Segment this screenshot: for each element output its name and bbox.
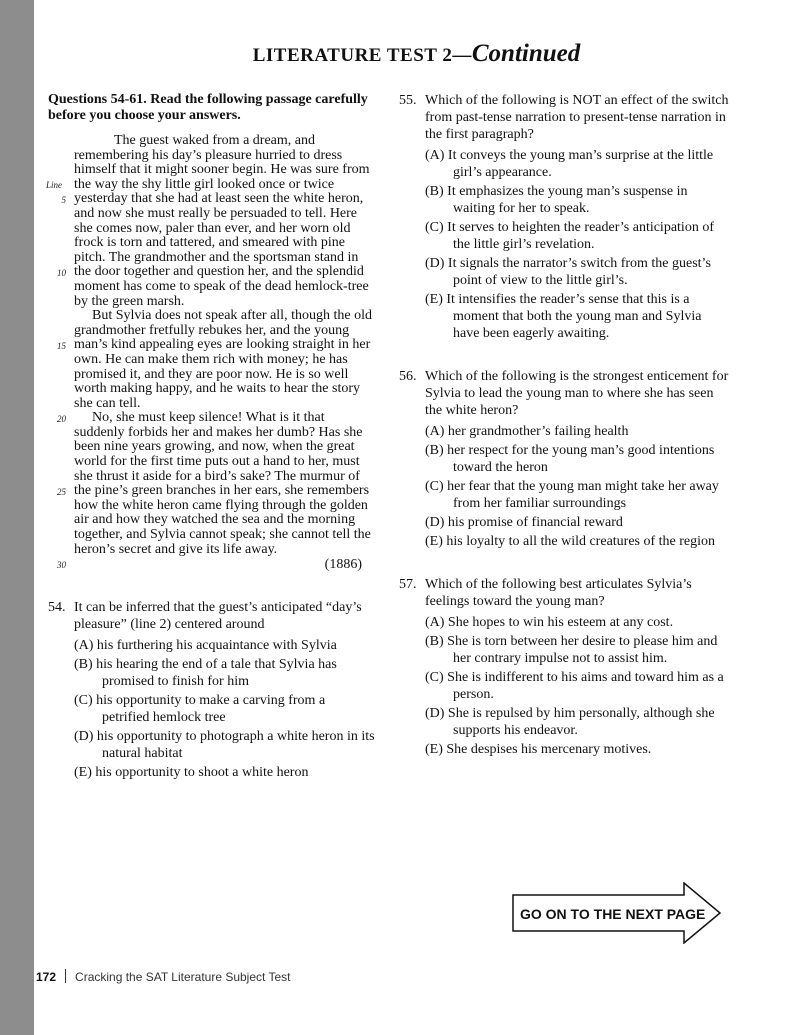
answer-option-b[interactable]: (B) She is torn between her desire to please him and her contrary impulse not to assist him. — [425, 634, 718, 666]
page-footer — [36, 969, 290, 984]
question-number: 57. — [399, 577, 417, 592]
question-stem: It can be inferred that the guest’s anticipated “day’s pleasure” (line 2) centered around — [74, 600, 362, 633]
answer-option-e[interactable]: (E) It intensifies the reader’s sense that this is a moment that both the young man and Sylvia have been eagerly awaiting. — [425, 292, 702, 341]
line-number-20: 20 — [57, 414, 66, 424]
answer-option-b[interactable]: (B) It emphasizes the young man’s suspense in waiting for her to speak. — [425, 184, 688, 216]
answer-option-d[interactable]: (D) She is repulsed by him personally, although she supports his endeavor. — [425, 706, 715, 738]
left-column — [48, 92, 376, 783]
question-57 — [399, 576, 729, 758]
question-number: 55. — [399, 93, 417, 108]
answer-option-b[interactable]: (B) his hearing the end of a tale that Sylvia has promised to finish for him — [74, 657, 337, 690]
answer-option-a[interactable]: (A) her grandmother’s failing health — [425, 424, 629, 439]
passage-paragraph-2: But Sylvia does not speak after all, though the old grandmother fretfully rebukes her, and the young man’s kind appealing eyes are looking straight in her own. He can make them rich with money; he has promised it, and they are poor now. He is so well worth making happy, and he waits to hear the story she can tell. — [74, 308, 372, 411]
question-55 — [399, 92, 729, 342]
passage-year: (1886) — [324, 557, 362, 573]
question-56 — [399, 368, 729, 550]
answer-option-d[interactable]: (D) his opportunity to photograph a white heron in its natural habitat — [74, 729, 375, 762]
line-label: Line — [46, 180, 63, 190]
question-number: 54. — [48, 600, 66, 616]
title-main: LITERATURE TEST 2— — [252, 45, 472, 66]
line-number-30: 30 — [57, 560, 66, 570]
book-title: Cracking the SAT Literature Subject Test — [75, 970, 291, 984]
answer-option-a[interactable]: (A) She hopes to win his esteem at any cost. — [425, 615, 674, 630]
line-number-15: 15 — [57, 341, 66, 351]
footer-divider — [65, 969, 66, 983]
question-number: 56. — [399, 369, 417, 384]
right-column — [399, 92, 729, 760]
passage-paragraph-1: The guest waked from a dream, and remembering his day’s pleasure hurried to dress himself that it might sooner begin. He was sure from the way the shy little girl looked once or twice yesterday that she had at least seen the white heron, and now she must really be persuaded to tell. Here she comes now, paler than ever, and her worn old frock is torn and tattered, and smeared with pine pitch. The grandmother and the sportsman stand in the door together and question her, and the splendid moment has come to speak of the dead hemlock-tree by the green marsh. — [74, 133, 370, 309]
answer-option-b[interactable]: (B) her respect for the young man’s good intentions toward the heron — [425, 443, 715, 475]
answer-option-d[interactable]: (D) his promise of financial reward — [425, 515, 623, 530]
line-number-5: 5 — [61, 195, 66, 205]
answer-option-a[interactable]: (A) his furthering his acquaintance with Sylvia — [74, 638, 337, 654]
answer-option-c[interactable]: (C) his opportunity to make a carving from a petrified hemlock tree — [74, 693, 326, 726]
answer-option-c[interactable]: (C) It serves to heighten the reader’s anticipation of the little girl’s revelation. — [425, 220, 714, 252]
question-54 — [48, 599, 376, 781]
page-number: 172 — [36, 970, 57, 984]
passage-paragraph-3: No, she must keep silence! What is it that suddenly forbids her and makes her dumb? Has she been nine years growing, and now, when the great world for the first time puts out a hand to her, must she thrust it aside for a bird’s sake? The murmur of the pine’s green branches in her ears, she remembers how the white heron came flying through the golden air and how they watched the sea and the morning together, and Sylvia cannot speak; she cannot tell the heron’s secret and give its life away. — [74, 410, 371, 557]
page-title — [34, 40, 799, 68]
go-on-arrow-button[interactable] — [512, 882, 722, 944]
answer-option-a[interactable]: (A) It conveys the young man’s surprise at the little girl’s appearance. — [425, 148, 714, 180]
line-number-25: 25 — [57, 487, 66, 497]
answer-option-d[interactable]: (D) It signals the narrator’s switch from the guest’s point of view to the little girl’s. — [425, 256, 711, 288]
answer-option-c[interactable]: (C) her fear that the young man might take her away from her familiar surroundings — [425, 479, 719, 511]
question-stem: Which of the following is the strongest enticement for Sylvia to lead the young man to where she has seen the white heron? — [425, 369, 729, 418]
answer-option-e[interactable]: (E) She despises his mercenary motives. — [425, 742, 652, 757]
answer-option-e[interactable]: (E) his loyalty to all the wild creatures of the region — [425, 534, 716, 549]
go-on-label: GO ON TO THE NEXT PAGE — [520, 906, 706, 922]
question-stem: Which of the following is NOT an effect of the switch from past-tense narration to present-tense narration in the first paragraph? — [425, 93, 729, 142]
answer-option-c[interactable]: (C) She is indifferent to his aims and toward him as a person. — [425, 670, 724, 702]
title-continued: Continued — [471, 40, 581, 67]
page-margin-bar — [0, 0, 34, 1035]
answer-option-e[interactable]: (E) his opportunity to shoot a white heron — [74, 765, 309, 781]
questions-intro: Questions 54-61. Read the following passage carefully before you choose your answers. — [48, 92, 368, 123]
line-number-10: 10 — [57, 268, 66, 278]
question-stem: Which of the following best articulates Sylvia’s feelings toward the young man? — [425, 577, 692, 609]
